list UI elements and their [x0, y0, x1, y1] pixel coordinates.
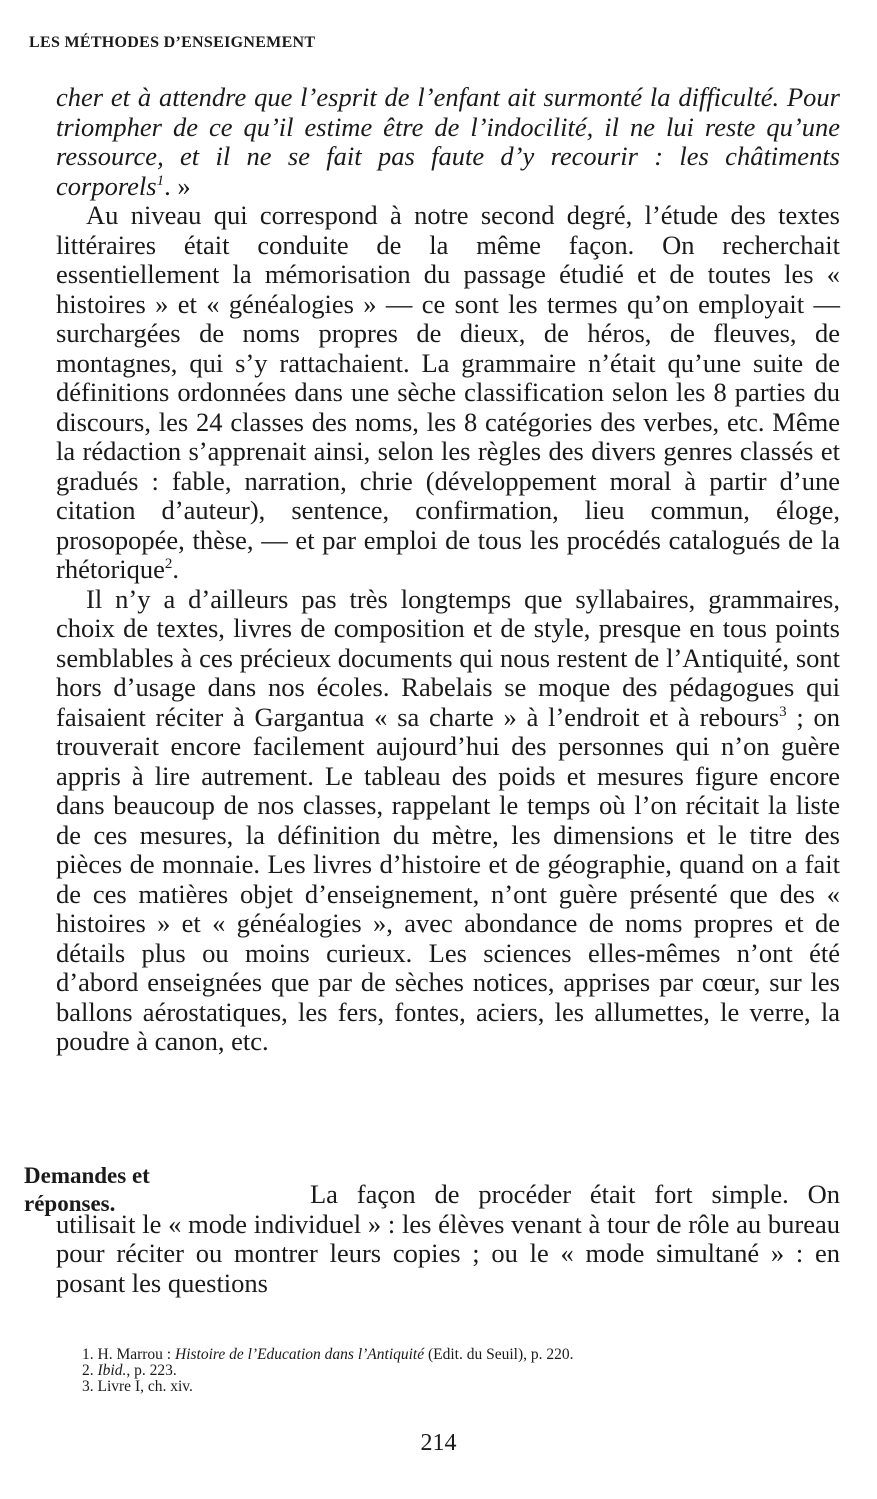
margin-title-line-1: Demandes et	[24, 1163, 150, 1188]
footnote-2-title: Ibid.	[97, 1362, 127, 1379]
paragraph-3-text-a: Il n’y a d’ailleurs pas très longtemps que syllabaires, grammaires, choix de textes, livres de composition et de style, presque en tous points semblables à ces précieux documents qui nous restent de l’Antiquité, sont hors d’usage dans nos écoles. Rabelais se moque des pédagogues qui faisaient réciter à Gargantua « sa charte » à l’endroit et à rebours	[56, 583, 840, 732]
quotation-closing: . »	[164, 170, 191, 201]
paragraph-syllabaires	[56, 585, 840, 1057]
continued-quotation	[56, 83, 840, 201]
footnotes	[82, 1347, 574, 1395]
footnote-1	[82, 1347, 574, 1363]
quotation-text: cher et à attendre que l’esprit de l’enfant ait surmonté la difficulté. Pour triompher de ce qu’il estime être de l’indocilité, il ne lui reste qu’une ressource, et il ne se fait pas faute d’y recourir : les châtiments corporels	[56, 82, 840, 201]
footnote-2-number: 2.	[82, 1362, 94, 1379]
footnote-ref-2: 2	[164, 556, 173, 573]
body-text	[56, 201, 840, 1057]
footnote-3-number: 3.	[82, 1378, 94, 1395]
paragraph-demandes-reponses: La façon de procéder était fort simple. On utilisait le « mode individuel » : les élèves venant à tour de rôle au bureau pour réciter ou montrer leurs copies ; ou le « mode simultané » : en posant les questions	[56, 1179, 840, 1298]
footnote-ref-1: 1	[156, 172, 165, 189]
footnote-2-rest: , p. 223.	[126, 1362, 177, 1379]
footnote-3-rest: Livre I, ch. xiv.	[97, 1378, 193, 1395]
footnote-1-number: 1.	[82, 1346, 94, 1363]
footnote-1-title: Histoire de l’Education dans l’Antiquité	[175, 1346, 425, 1363]
footnote-ref-3: 3	[779, 703, 787, 720]
footnote-1-rest: (Edit. du Seuil), p. 220.	[428, 1346, 574, 1363]
paragraph-3-text-b: ; on trouverait encore facilement aujourd’hui des personnes qui n’on guère appris à lire autrement. Le tableau des poids et mesures figure encore dans beaucoup de nos classes, rappelant le temps où l’on récitait la liste de ces mesures, la définition du mètre, les dimensions et le titre des pièces de monnaie. Les livres d’histoire et de géographie, quand on a fait de ces matières objet d’enseignement, n’ont guère présenté que des « histoires » et « généalogies », avec abondance de noms propres et de détails plus ou moins curieux. Les sciences elles-mêmes n’ont été d’abord enseignées que par de sèches notices, apprises par cœur, sur les ballons aérostatiques, les fers, fontes, aciers, les allumettes, le verre, la poudre à canon, etc.	[56, 701, 840, 1056]
footnote-2	[82, 1363, 574, 1379]
paragraph-2-closing: .	[172, 554, 180, 584]
paragraph-second-degree	[56, 201, 840, 585]
margin-title-line-2: réponses.	[24, 1191, 116, 1216]
footnote-1-author: H. Marrou :	[97, 1346, 172, 1363]
page-number: 214	[420, 1430, 457, 1456]
running-header: LES MÉTHODES D’ENSEIGNEMENT	[29, 34, 316, 51]
footnote-3	[82, 1379, 574, 1395]
paragraph-2-text: Au niveau qui correspond à notre second degré, l’étude des textes littéraires était conduite de la même façon. On recherchait essentiellement la mémorisation du passage étudié et de toutes les « histoires » et « généalogies » — ce sont les termes qu’on employait — surchargées de noms propres de dieux, de héros, de fleuves, de montagnes, qui s’y rattachaient. La grammaire n’était qu’une suite de définitions ordonnées dans une sèche classification selon les 8 parties du discours, les 24 classes des noms, les 8 catégories des verbes, etc. Même la rédaction s’apprenait ainsi, selon les règles des divers genres classés et gradués : fable, narration, chrie (développement moral à partir d’une citation d’auteur), sentence, confirmation, lieu commun, éloge, prosopopée, thèse, — et par emploi de tous les procédés catalogués de la rhétorique	[56, 200, 840, 584]
